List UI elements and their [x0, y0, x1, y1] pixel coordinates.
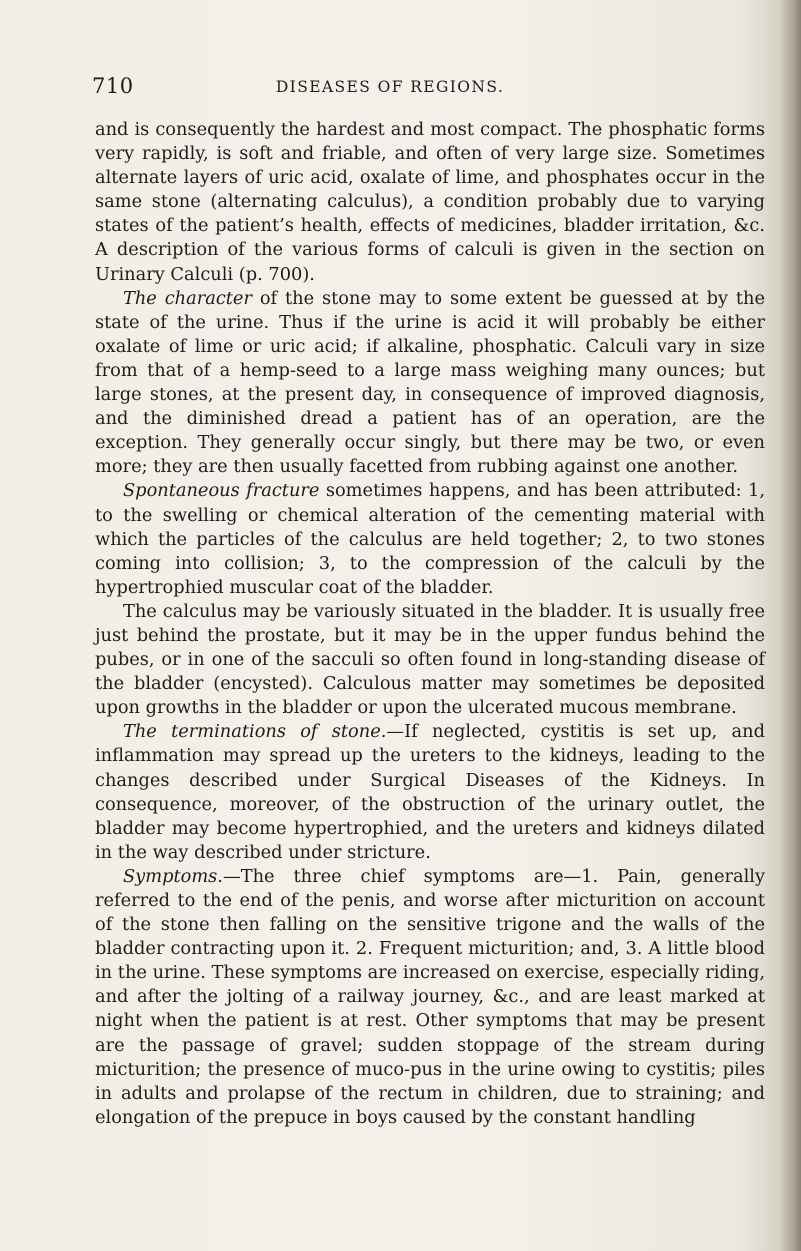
page-header	[0, 74, 801, 104]
paragraph-lead: Spontaneous fracture	[123, 480, 320, 502]
paragraph-text: and is consequently the hardest and most compact. The phosphatic forms very rapidly, is soft and friable, and often of very large size. Sometimes alternate layers of uric acid, oxalate of lime, and phosphates occur in the same stone (alternating calculus), a condition probably due to varying states of the patient’s health, effects of medicines, bladder irritation, &c. A description of the various forms of calculi is given in the section on Urinary Calculi (p. 700).	[95, 119, 765, 285]
running-head: DISEASES OF REGIONS.	[275, 78, 505, 96]
paragraph-symptoms	[95, 865, 765, 1130]
paragraph-text: The calculus may be variously situated in the bladder. It is usually free just behind the prostate, but it may be in the upper fundus behind the pubes, or in one of the sacculi so often found in long-standing disease of the bladder (encysted). Calculous matter may sometimes be deposited upon growths in the bladder or upon the ulcerated mucous membrane.	[95, 600, 765, 719]
paragraph-situation	[95, 600, 765, 720]
paragraph-text: of the stone may to some extent be guessed at by the state of the urine. Thus if the urine is acid it will probably be either oxalate of lime or uric acid; if alkaline, phosphatic. Calculi vary in size from that of a hemp-seed to a large mass weighing many ounces; but large stones, at the present day, in consequence of improved diagnosis, and the diminished dread a patient has of an operation, are the exception. They generally occur singly, but there may be two, or even more; they are then usually facetted from rubbing against one another.	[95, 287, 765, 478]
paragraph-lead: Symptoms.	[123, 865, 223, 887]
paragraph-character	[95, 287, 765, 480]
paragraph-lead: The terminations of stone.	[123, 721, 387, 743]
paragraph-composition	[95, 118, 765, 287]
body-text	[95, 118, 765, 1130]
page-number: 710	[92, 74, 134, 98]
page-edge-shadow	[779, 0, 801, 1251]
paragraph-spontaneous-fracture	[95, 479, 765, 599]
paragraph-terminations	[95, 720, 765, 865]
paragraph-text: sometimes happens, and has been attributed: 1, to the swelling or chemical alteration of the cementing material with which the particles of the calculus are held together; 2, to two stones coming into collision; 3, to the compression of the calculi by the hypertrophied muscular coat of the bladder.	[95, 480, 765, 598]
paragraph-lead: The character	[123, 287, 252, 309]
paragraph-text: —The three chief symptoms are—1. Pain, generally referred to the end of the penis, and worse after micturition on account of the stone then falling on the sensitive trigone and the walls of the bladder contracting upon it. 2. Frequent micturition; and, 3. A little blood in the urine. These symptoms are increased on exercise, especially riding, and after the jolting of a railway journey, &c., and are least marked at night when the patient is at rest. Other symptoms that may be present are the passage of gravel; sudden stoppage of the stream during micturition; the presence of muco-pus in the urine owing to cystitis; piles in adults and prolapse of the rectum in children, due to straining; and elongation of the prepuce in boys caused by the constant handling	[95, 865, 765, 1128]
paragraph-text: —If neglected, cystitis is set up, and inflammation may spread up the ureters to the kidneys, leading to the changes described under Surgical Diseases of the Kidneys. In consequence, moreover, of the obstruction of the urinary outlet, the bladder may become hypertrophied, and the ureters and kidneys dilated in the way described under stricture.	[95, 721, 765, 863]
